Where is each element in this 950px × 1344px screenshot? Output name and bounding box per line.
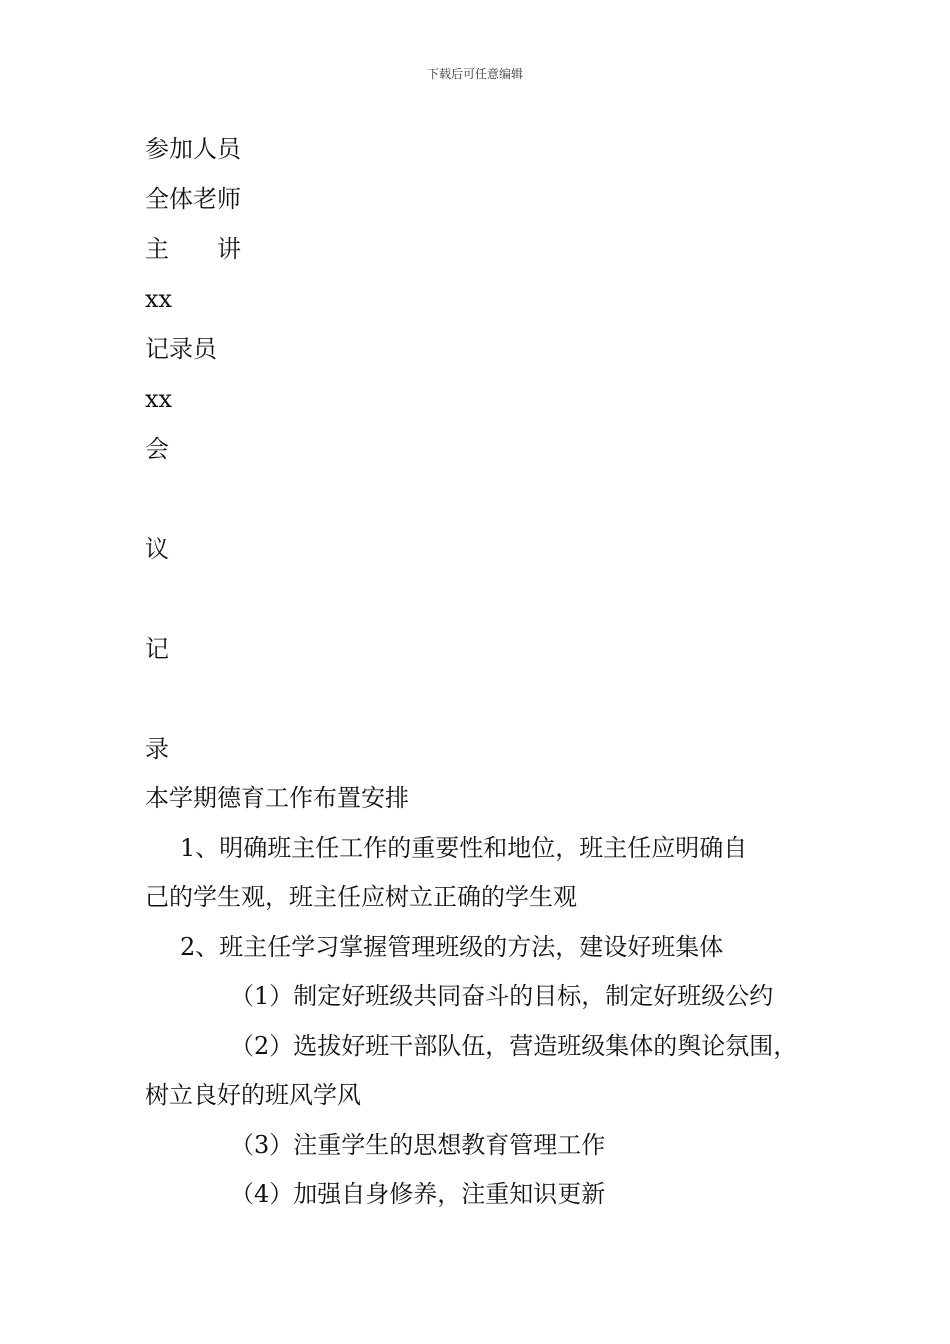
sub-item-1: （1）制定好班级共同奋斗的目标，制定好班级公约 — [230, 982, 774, 1010]
section-char-lu: 录 — [145, 735, 169, 763]
recorder-label: 记录员 — [145, 335, 217, 363]
section-char-yi: 议 — [145, 535, 169, 563]
participants-value: 全体老师 — [145, 185, 241, 213]
sub-item-2-line1: （2）选拔好班干部队伍，营造班级集体的舆论氛围， — [230, 1032, 798, 1060]
sub-item-3: （3）注重学生的思想教育管理工作 — [230, 1131, 606, 1159]
section-char-hui: 会 — [145, 435, 169, 463]
item2: 2、班主任学习掌握管理班级的方法，建设好班集体 — [180, 933, 724, 961]
sub-item-2-line2: 树立良好的班风学风 — [145, 1081, 361, 1109]
participants-label: 参加人员 — [145, 135, 241, 163]
recorder-value: xx — [145, 385, 173, 413]
speaker-label-left: 主 — [145, 235, 169, 263]
speaker-value: xx — [145, 285, 173, 313]
page-header: 下载后可任意编辑 — [426, 67, 523, 81]
speaker-label-right: 讲 — [217, 235, 241, 263]
section-char-ji: 记 — [145, 635, 169, 663]
sub-item-4: （4）加强自身修养，注重知识更新 — [230, 1180, 606, 1208]
item1-line2: 己的学生观，班主任应树立正确的学生观 — [145, 883, 577, 911]
speaker-label — [145, 234, 241, 264]
body-title: 本学期德育工作布置安排 — [145, 784, 409, 812]
item1-line1: 1、明确班主任工作的重要性和地位，班主任应明确自 — [180, 834, 748, 862]
